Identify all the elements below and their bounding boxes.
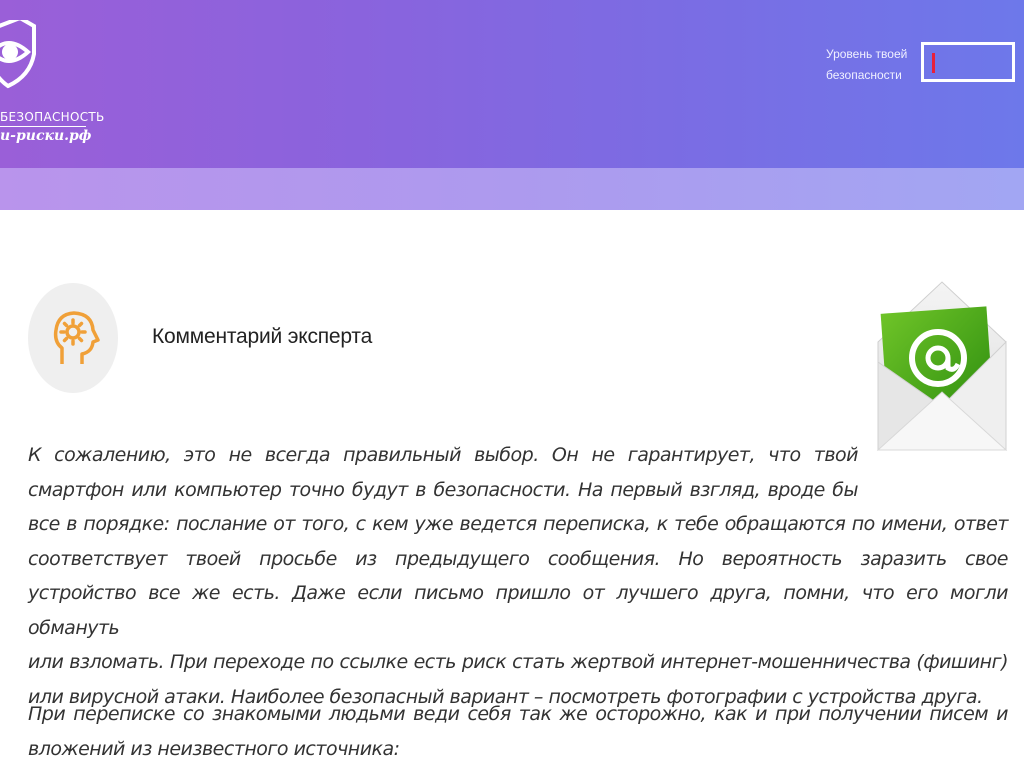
article-paragraph-3 (28, 697, 1008, 766)
security-level-label-line1: Уровень твоей (826, 47, 908, 61)
logo-divider (0, 126, 86, 127)
shield-eye-icon (0, 20, 40, 90)
paragraph-line: или взломать. При переходе по ссылке есть риск стать жертвой интернет-мошенничества (фишинг) (28, 651, 1008, 673)
logo-text-line1: БЕЗОПАСНОСТЬ (0, 110, 105, 124)
expert-comment-title: Комментарий эксперта (152, 325, 373, 348)
article-paragraph-2 (28, 507, 1008, 714)
paragraph-line: устройство все же есть. Даже если письмо пришло от лучшего друга, помни, что его могли обмануть (28, 582, 1008, 639)
paragraph-line: При переписке со знакомыми людьми веди себя так же осторожно, как и при получении писем и (28, 703, 1008, 725)
paragraph-line: все в порядке: послание от того, с кем уже ведется переписка, к тебе обращаются по имени, ответ (28, 513, 1008, 535)
paragraph-line: соответствует твоей просьбе из предыдущего сообщения. Но вероятность заразить свое (28, 547, 1008, 570)
paragraph-line: вложений из неизвестного источника: (28, 737, 400, 760)
logo-text-line2: и-риски.рф (0, 128, 92, 144)
header-band (0, 168, 1024, 210)
article-paragraph-1 (28, 438, 858, 507)
paragraph-line: смартфон или компьютер точно будут в безопасности. На первый взгляд, вроде бы (28, 478, 858, 501)
security-level-fill (932, 53, 935, 73)
email-envelope-icon (870, 280, 1016, 465)
head-gear-icon (48, 308, 100, 370)
security-level-label-line2: безопасности (826, 68, 902, 82)
security-level-label (826, 44, 916, 86)
security-level-meter (921, 42, 1015, 82)
paragraph-line: или вирусной атаки. Наиболее безопасный вариант – посмотреть фотографии с устройства друга. (28, 685, 983, 708)
site-logo[interactable] (0, 20, 105, 144)
paragraph-line: К сожалению, это не всегда правильный выбор. Он не гарантирует, что твой (28, 444, 858, 466)
expert-avatar (28, 283, 118, 393)
